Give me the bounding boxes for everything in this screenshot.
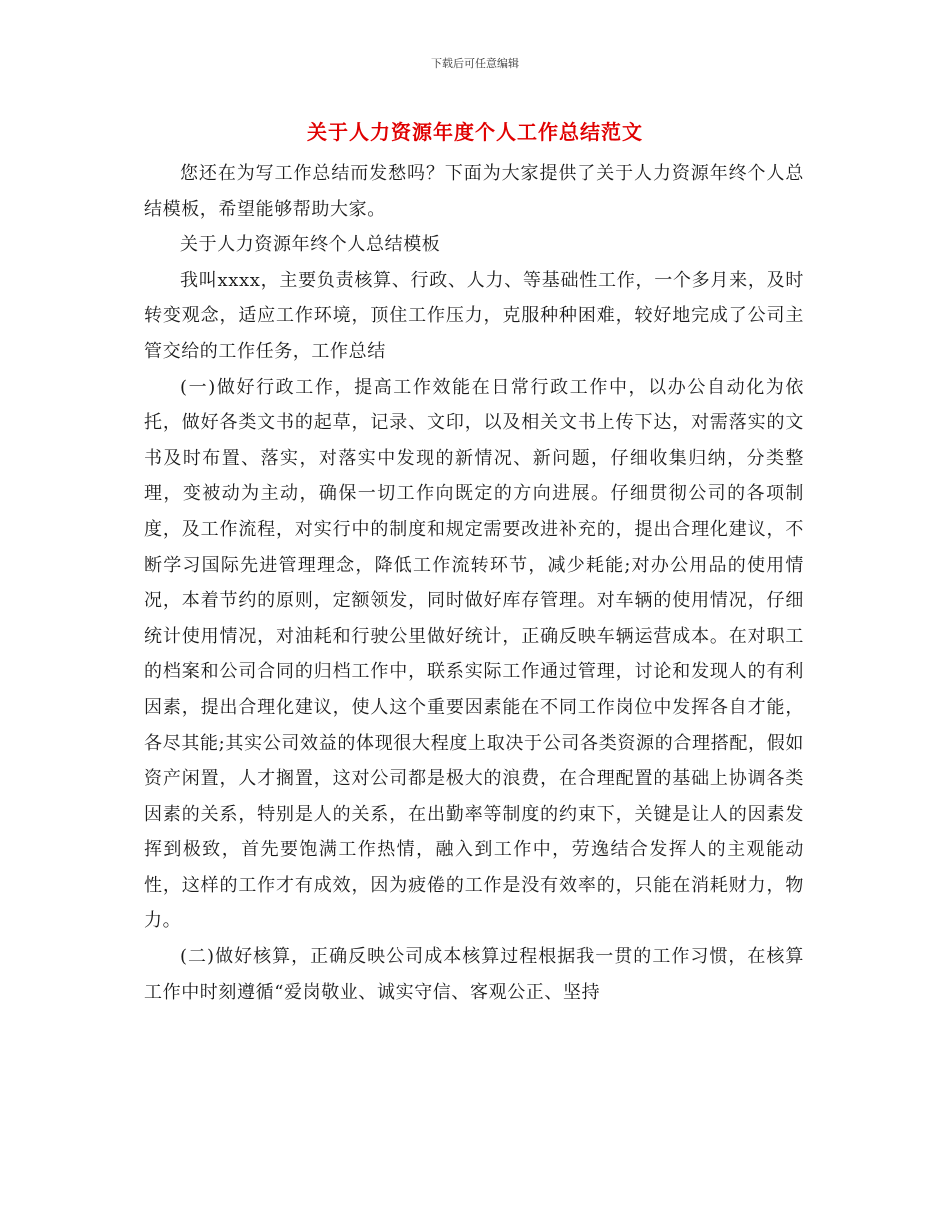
paragraph-section-2: (二)做好核算，正确反映公司成本核算过程根据我一贯的工作习惯，在核算工作中时刻遵循“爱岗敬业、诚实守信、客观公正、坚持 xyxy=(144,946,804,1003)
paragraph-subtitle: 关于人力资源年终个人总结模板 xyxy=(180,234,441,256)
document-body xyxy=(144,156,804,1010)
paragraph-section-1: (一)做好行政工作，提高工作效能在日常行政工作中，以办公自动化为依托，做好各类文书的起草，记录、文印，以及相关文书上传下达，对需落实的文书及时布置、落实，对落实中发现的新情况、新问题，仔细收集归纳，分类整理，变被动为主动，确保一切工作向既定的方向进展。仔细贯彻公司的各项制度，及工作流程，对实行中的制度和规定需要改进补充的，提出合理化建议，不断学习国际先进管理理念，降低工作流转环节，减少耗能;对办公用品的使用情况，本着节约的原则，定额领发，同时做好库存管理。对车辆的使用情况，仔细统计使用情况，对油耗和行驶公里做好统计，正确反映车辆运营成本。在对职工的档案和公司合同的归档工作中，联系实际工作通过管理，讨论和发现人的有利因素，提出合理化建议，使人这个重要因素能在不同工作岗位中发挥各自才能，各尽其能;其实公司效益的体现很大程度上取决于公司各类资源的合理搭配，假如资产闲置，人才搁置，这对公司都是极大的浪费，在合理配置的基础上协调各类因素的关系，特别是人的关系，在出勤率等制度的约束下，关键是让人的因素发挥到极致，首先要饱满工作热情，融入到工作中，劳逸结合发挥人的主观能动性，这样的工作才有成效，因为疲倦的工作是没有效率的，只能在消耗财力，物力。 xyxy=(144,376,804,932)
page-header: 下载后可任意编辑 xyxy=(431,57,519,70)
document-title: 关于人力资源年度个人工作总结范文 xyxy=(307,120,643,144)
paragraph-intro: 您还在为写工作总结而发愁吗？下面为大家提供了关于人力资源年终个人总结模板，希望能够帮助大家。 xyxy=(144,163,804,220)
paragraph-self-intro: 我叫xxxx，主要负责核算、行政、人力、等基础性工作，一个多月来，及时转变观念，适应工作环境，顶住工作压力，克服种种困难，较好地完成了公司主管交给的工作任务，工作总结 xyxy=(144,269,804,362)
